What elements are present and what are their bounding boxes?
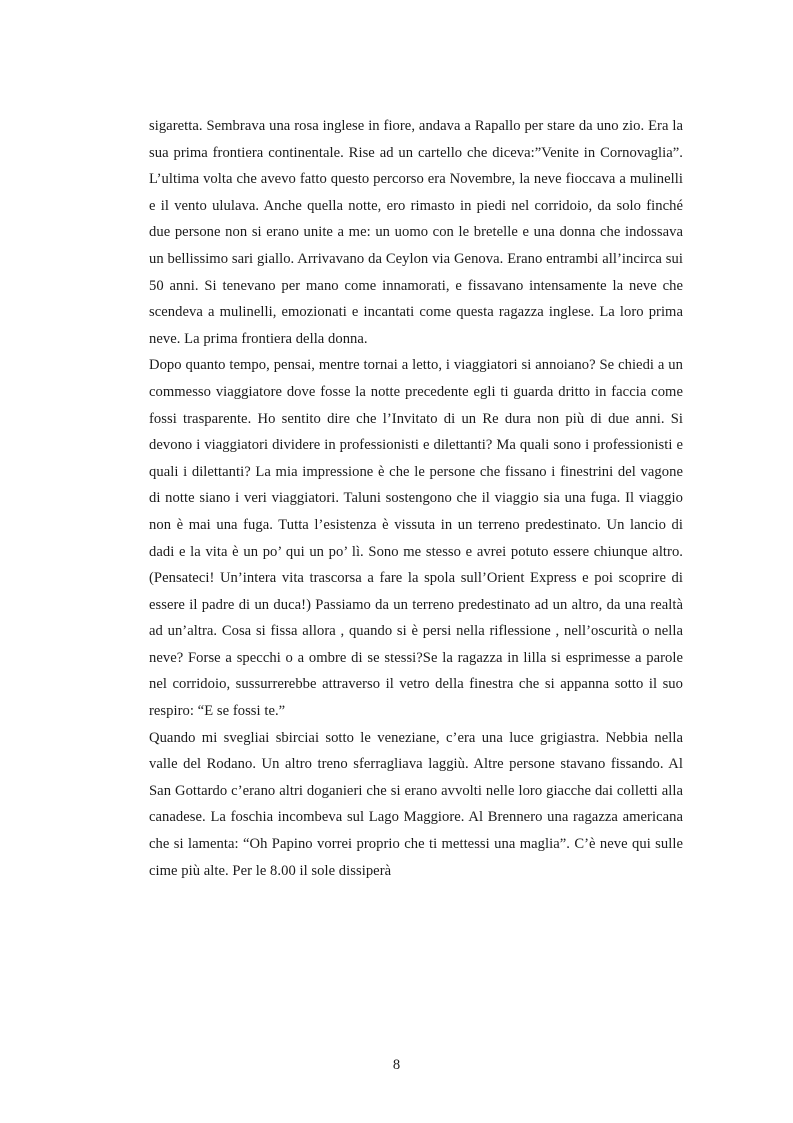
paragraph-1: sigaretta. Sembrava una rosa inglese in fiore, andava a Rapallo per stare da uno zio. Era la sua prima frontiera continentale. Rise ad un cartello che diceva:”Venite in Cornovaglia”. L’ultima volta che avevo fatto questo percorso era Novembre, la neve fioccava a mulinelli e il vento ululava. Anche quella notte, ero rimasto in piedi nel corridoio, da solo finché due persone non si erano unite a me: un uomo con le bretelle e una donna che indossava un bellissimo sari giallo. Arrivavano da Ceylon via Genova. Erano entrambi all’incirca sui 50 anni. Si tenevano per mano come innamorati, e fissavano intensamente la neve che scendeva a mulinelli, emozionati e incantati come questa ragazza inglese. La loro prima neve. La prima frontiera della donna. — [149, 118, 683, 347]
paragraph-2: Dopo quanto tempo, pensai, mentre tornai a letto, i viaggiatori si annoiano? Se chiedi a un commesso viaggiatore dove fosse la notte precedente egli ti guarda dritto in faccia come fossi trasparente. Ho sentito dire che l’Invitato di un Re dura non più di due anni. Si devono i viaggiatori dividere in professionisti e dilettanti? Ma quali sono i professionisti e quali i dilettanti? La mia impressione è che le persone che fissano i finestrini del vagone di notte siano i veri viaggiatori. Taluni sostengono che il viaggio sia una fuga. Il viaggio non è mai una fuga. Tutta l’esistenza è vissuta in un terreno predestinato. Un lancio di dadi e la vita è un po’ qui un po’ lì. Sono me stesso e avrei potuto essere chiunque altro. (Pensateci! Un’intera vita trascorsa a fare la spola sull’Orient Express e poi scoprire di essere il padre di un duca!) Passiamo da un terreno predestinato ad un altro, da una realtà ad un’altra. Cosa si fissa allora , quando si è persi nella riflessione , nell’oscurità o nella neve? Forse a specchi o a ombre di se stessi?Se la ragazza in lilla si esprimesse a parole nel corridoio, sussurrerebbe attraverso il vetro della finestra che si appanna sotto il suo respiro: “E se fossi te.” — [149, 357, 683, 720]
page-number: 8 — [392, 1057, 401, 1073]
paragraph-3: Quando mi svegliai sbirciai sotto le veneziane, c’era una luce grigiastra. Nebbia nella valle del Rodano. Un altro treno sferragliava laggiù. Altre persone stavano fissando. Al San Gottardo c’erano altri doganieri che si erano avvolti nelle loro giacche dai colletti alla canadese. La foschia incombeva sul Lago Maggiore. Al Brennero una ragazza americana che si lamenta: “Oh Papino vorrei proprio che ti mettessi una maglia”. C’è neve qui sulle cime più alte. Per le 8.00 il sole dissiperà — [149, 729, 683, 879]
page-body — [149, 113, 683, 884]
